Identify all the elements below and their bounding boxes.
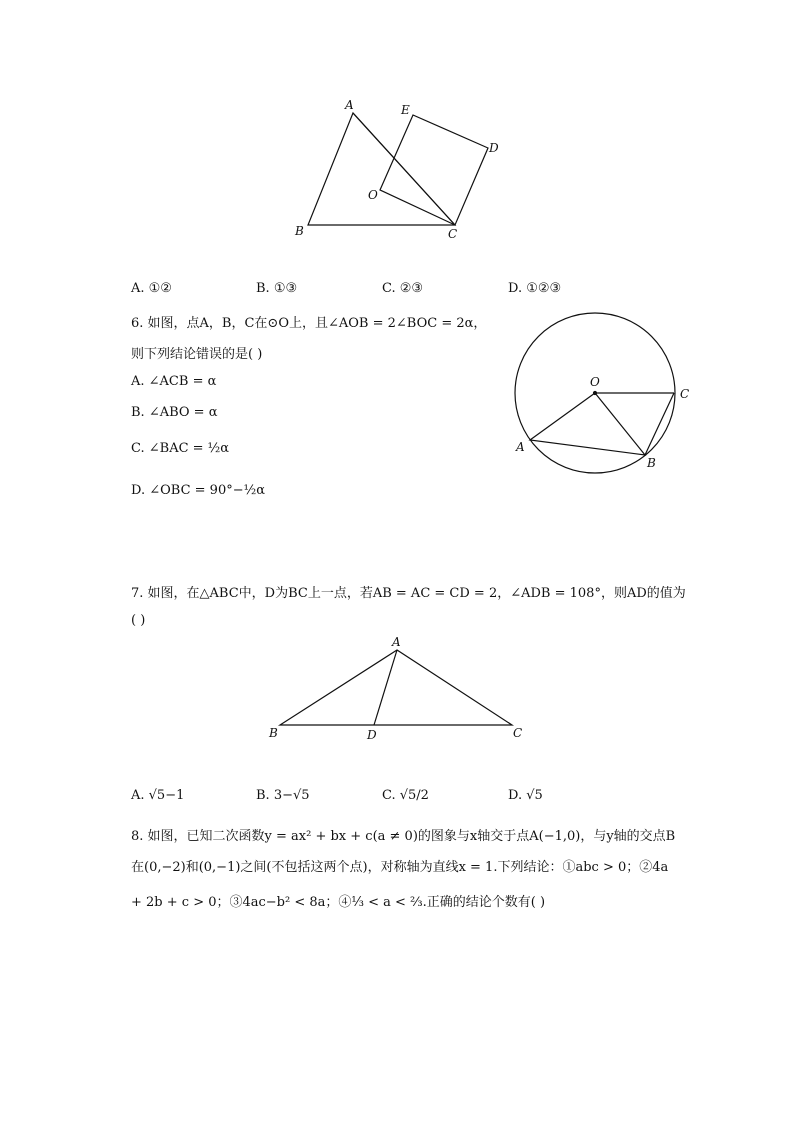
segment-ac [353,113,455,225]
q7-stem-line2: ( ) [131,613,146,628]
triangle-abc [308,113,455,225]
q7-stem-line1: 7. 如图，在△ABC中，D为BC上一点，若AB = AC = CD = 2，∠ADB = 108°，则AD的值为 [131,586,686,601]
q6-figure [505,305,705,480]
label-c: C [513,726,523,740]
label-d: D [489,141,499,155]
triangle-abc [280,650,512,725]
q7-option-b: B. 3−√5 [256,788,310,803]
q6-stem-line1: 6. 如图，点A，B，C在⊙O上，且∠AOB = 2∠BOC = 2α， [131,316,487,331]
label-b: B [295,224,304,238]
q6-option-b: B. ∠ABO = α [131,405,218,420]
q7-option-d: D. √5 [508,788,543,803]
q5-option-d: D. ①②③ [508,281,562,296]
q7-figure [265,630,530,745]
label-b: B [647,456,656,470]
q6-stem-line2: 则下列结论错误的是( ) [131,347,263,362]
triangle-oab [530,393,645,455]
label-a: A [516,440,525,454]
q5-option-b: B. ①③ [256,281,298,296]
q6-option-d: D. ∠OBC = 90°−½α [131,483,265,498]
q7-option-a: A. √5−1 [131,788,185,803]
q6-option-c: C. ∠BAC = ½α [131,441,230,456]
center-dot [594,392,597,395]
label-e: E [401,103,410,117]
q5-figure [280,90,510,250]
label-c: C [448,227,458,241]
label-c: C [680,387,690,401]
q8-line2: 在(0,−2)和(0,−1)之间(不包括这两个点)，对称轴为直线x = 1.下列结论：①abc > 0；②4a [131,860,669,875]
square-ocde [380,115,488,225]
label-a: A [345,98,354,112]
label-d: D [367,728,377,742]
q8-line1: 8. 如图，已知二次函数y = ax² + bx + c(a ≠ 0)的图象与x轴交于点A(−1,0)，与y轴的交点B [131,829,676,844]
q5-option-c: C. ②③ [382,281,424,296]
segment-bc [645,393,674,455]
label-o: O [368,188,378,202]
label-b: B [269,726,278,740]
q8-line3: + 2b + c > 0；③4ac−b² < 8a；④⅓ < a < ⅔.正确的结论个数有( ) [131,895,546,910]
segment-ad [374,650,397,725]
label-o: O [590,375,600,389]
label-a: A [392,635,401,649]
q6-option-a: A. ∠ACB = α [131,374,217,389]
q7-option-c: C. √5/2 [382,788,429,803]
q5-option-a: A. ①② [131,281,172,296]
